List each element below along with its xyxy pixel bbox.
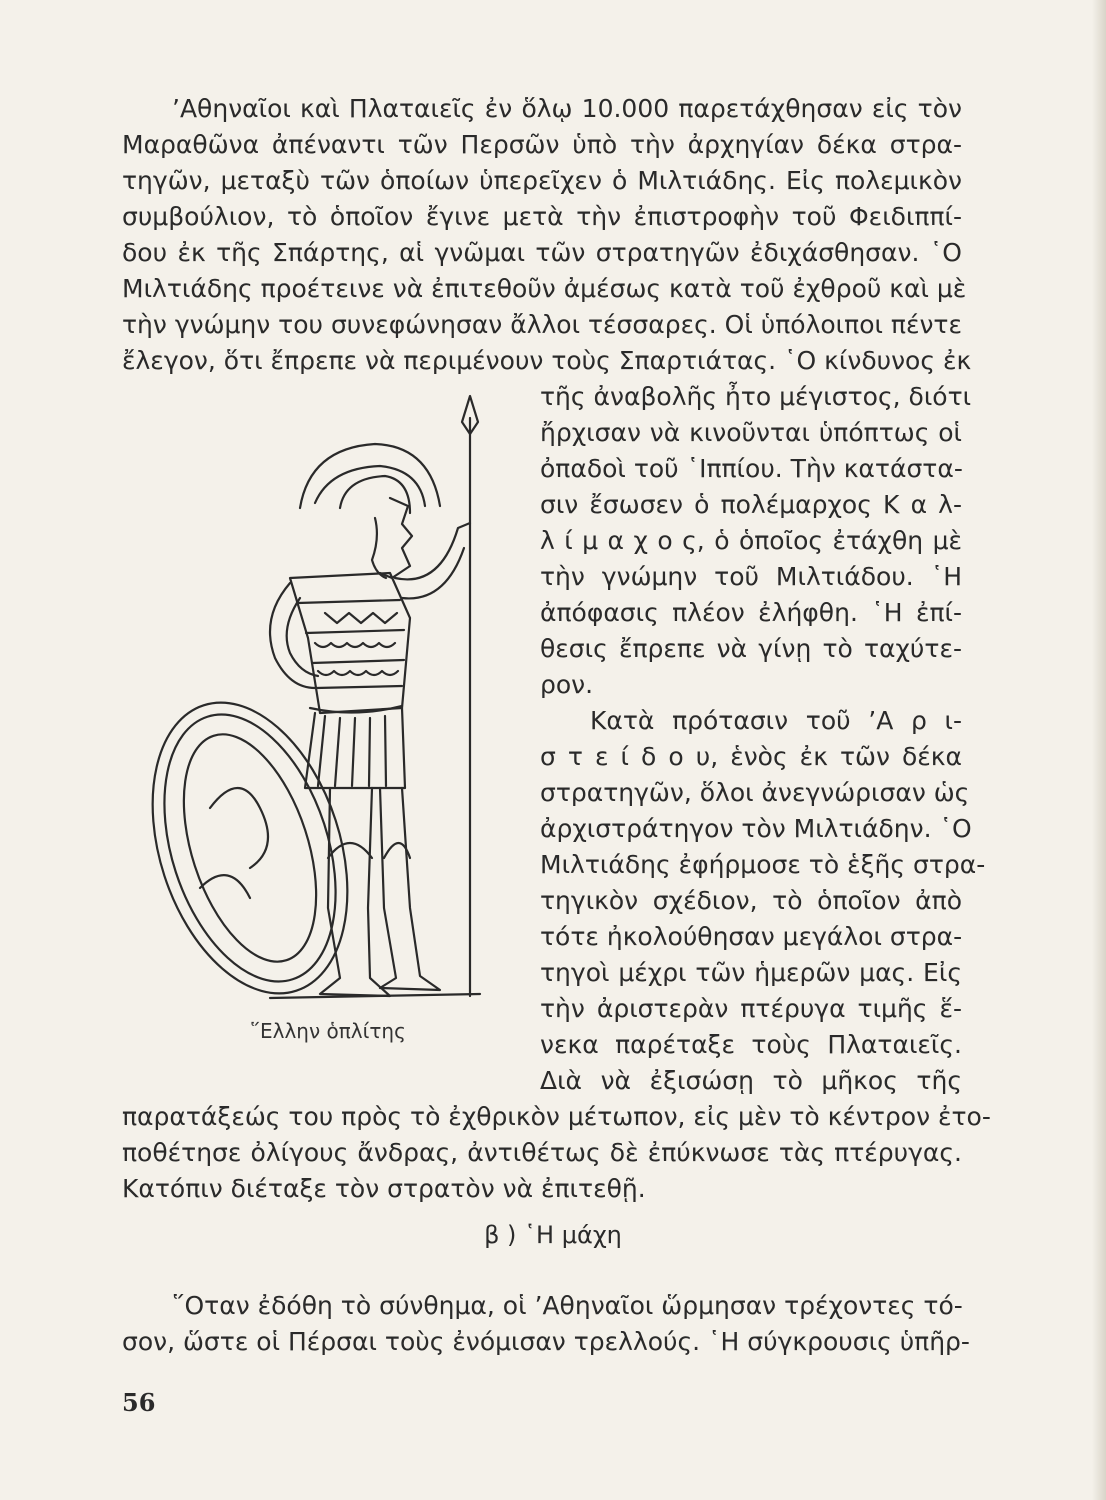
text-line: ἀρχιστράτηγον τὸν Μιλτιάδην. ῾Ο xyxy=(540,814,972,843)
text-line: νεκα παρέταξε τοὺς Πλαταιεῖς. xyxy=(540,1030,962,1059)
text-line: Μαραθῶνα ἀπέναντι τῶν Περσῶν ὑπὸ τὴν ἀρχηγίαν δέκα στρα- xyxy=(122,130,962,159)
text-line: παρατάξεώς του πρὸς τὸ ἐχθρικὸν μέτωπον, εἰς μὲν τὸ κέντρον ἐτο- xyxy=(122,1102,991,1131)
text-line: ἀπόφασις πλέον ἐλήφθη. ῾Η ἐπί- xyxy=(540,598,962,627)
text-line: συμβούλιον, τὸ ὁποῖον ἔγινε μετὰ τὴν ἐπιστροφὴν τοῦ Φειδιππί- xyxy=(122,202,962,231)
text-line: τὴν ἀριστερὰν πτέρυγα τιμῆς ἕ- xyxy=(540,994,962,1023)
hoplite-figure xyxy=(140,388,520,1028)
text-line: τὴν γνώμην του συνεφώνησαν ἄλλοι τέσσαρες. Οἱ ὑπόλοιποι πέντε xyxy=(122,310,962,339)
text-line: τηγικὸν σχέδιον, τὸ ὁποῖον ἀπὸ xyxy=(540,886,962,915)
hoplite-figure-icon xyxy=(140,388,520,1028)
text-line: Μιλτιάδης προέτεινε νὰ ἐπιτεθοῦν ἀμέσως κατὰ τοῦ ἐχθροῦ καὶ μὲ xyxy=(122,274,967,303)
text-line: ποθέτησε ὀλίγους ἄνδρας, ἀντιθέτως δὲ ἐπύκνωσε τὰς πτέρυγας. xyxy=(122,1138,962,1167)
text-line: ἤρχισαν νὰ κινοῦνται ὑπόπτως οἱ xyxy=(540,418,962,447)
text-line: λ ί μ α χ ο ς, ὁ ὁποῖος ἐτάχθη μὲ xyxy=(540,526,962,555)
text-line: σον, ὥστε οἱ Πέρσαι τοὺς ἐνόμισαν τρελλούς. ῾Η σύγκρουσις ὑπῆρ- xyxy=(122,1327,970,1356)
text-line: Διὰ νὰ ἐξισώσῃ τὸ μῆκος τῆς xyxy=(540,1066,962,1095)
text-line: στρατηγῶν, ὅλοι ἀνεγνώρισαν ὡς xyxy=(540,778,970,807)
figure-caption: ῞Ελλην ὁπλίτης xyxy=(250,1019,406,1043)
text-line: ’Αθηναῖοι καὶ Πλαταιεῖς ἐν ὅλῳ 10.000 παρετάχθησαν εἰς τὸν xyxy=(172,94,962,123)
text-line: τότε ἠκολούθησαν μεγάλοι στρα- xyxy=(540,922,963,951)
text-line: Κατὰ πρότασιν τοῦ ’Α ρ ι- xyxy=(590,706,962,735)
page-number: 56 xyxy=(122,1388,156,1417)
text-line: τὴν γνώμην τοῦ Μιλτιάδου. ῾Η xyxy=(540,562,962,591)
text-line: ἔλεγον, ὅτι ἔπρεπε νὰ περιμένουν τοὺς Σπαρτιάτας. ῾Ο κίνδυνος ἐκ xyxy=(122,346,972,375)
text-line: Κατόπιν διέταξε τὸν στρατὸν νὰ ἐπιτεθῇ. xyxy=(122,1174,646,1203)
text-line: τῆς ἀναβολῆς ἦτο μέγιστος, διότι xyxy=(540,382,972,411)
text-line: Μιλτιάδης ἐφήρμοσε τὸ ἑξῆς στρα- xyxy=(540,850,986,879)
text-line: ῞Οταν ἐδόθη τὸ σύνθημα, οἱ ’Αθηναῖοι ὥρμησαν τρέχοντες τό- xyxy=(172,1291,963,1320)
text-line: ρον. xyxy=(540,670,594,699)
text-line: τηγῶν, μεταξὺ τῶν ὁποίων ὑπερεῖχεν ὁ Μιλτιάδης. Εἰς πολεμικὸν xyxy=(122,166,962,195)
text-line: θεσις ἔπρεπε νὰ γίνῃ τὸ ταχύτε- xyxy=(540,634,962,663)
text-line: ὀπαδοὶ τοῦ ῾Ιππίου. Τὴν κατάστα- xyxy=(540,454,963,483)
text-line: τηγοὶ μέχρι τῶν ἡμερῶν μας. Εἰς xyxy=(540,958,962,987)
page-edge-shadow xyxy=(1092,0,1106,1500)
section-heading: β ) ῾Η μάχη xyxy=(484,1221,622,1249)
text-line: σιν ἔσωσεν ὁ πολέμαρχος Κ α λ- xyxy=(540,490,962,519)
text-line: δου ἐκ τῆς Σπάρτης, αἱ γνῶμαι τῶν στρατηγῶν ἐδιχάσθησαν. ῾Ο xyxy=(122,238,962,267)
text-line: σ τ ε ί δ ο υ, ἑνὸς ἐκ τῶν δέκα xyxy=(540,742,962,771)
